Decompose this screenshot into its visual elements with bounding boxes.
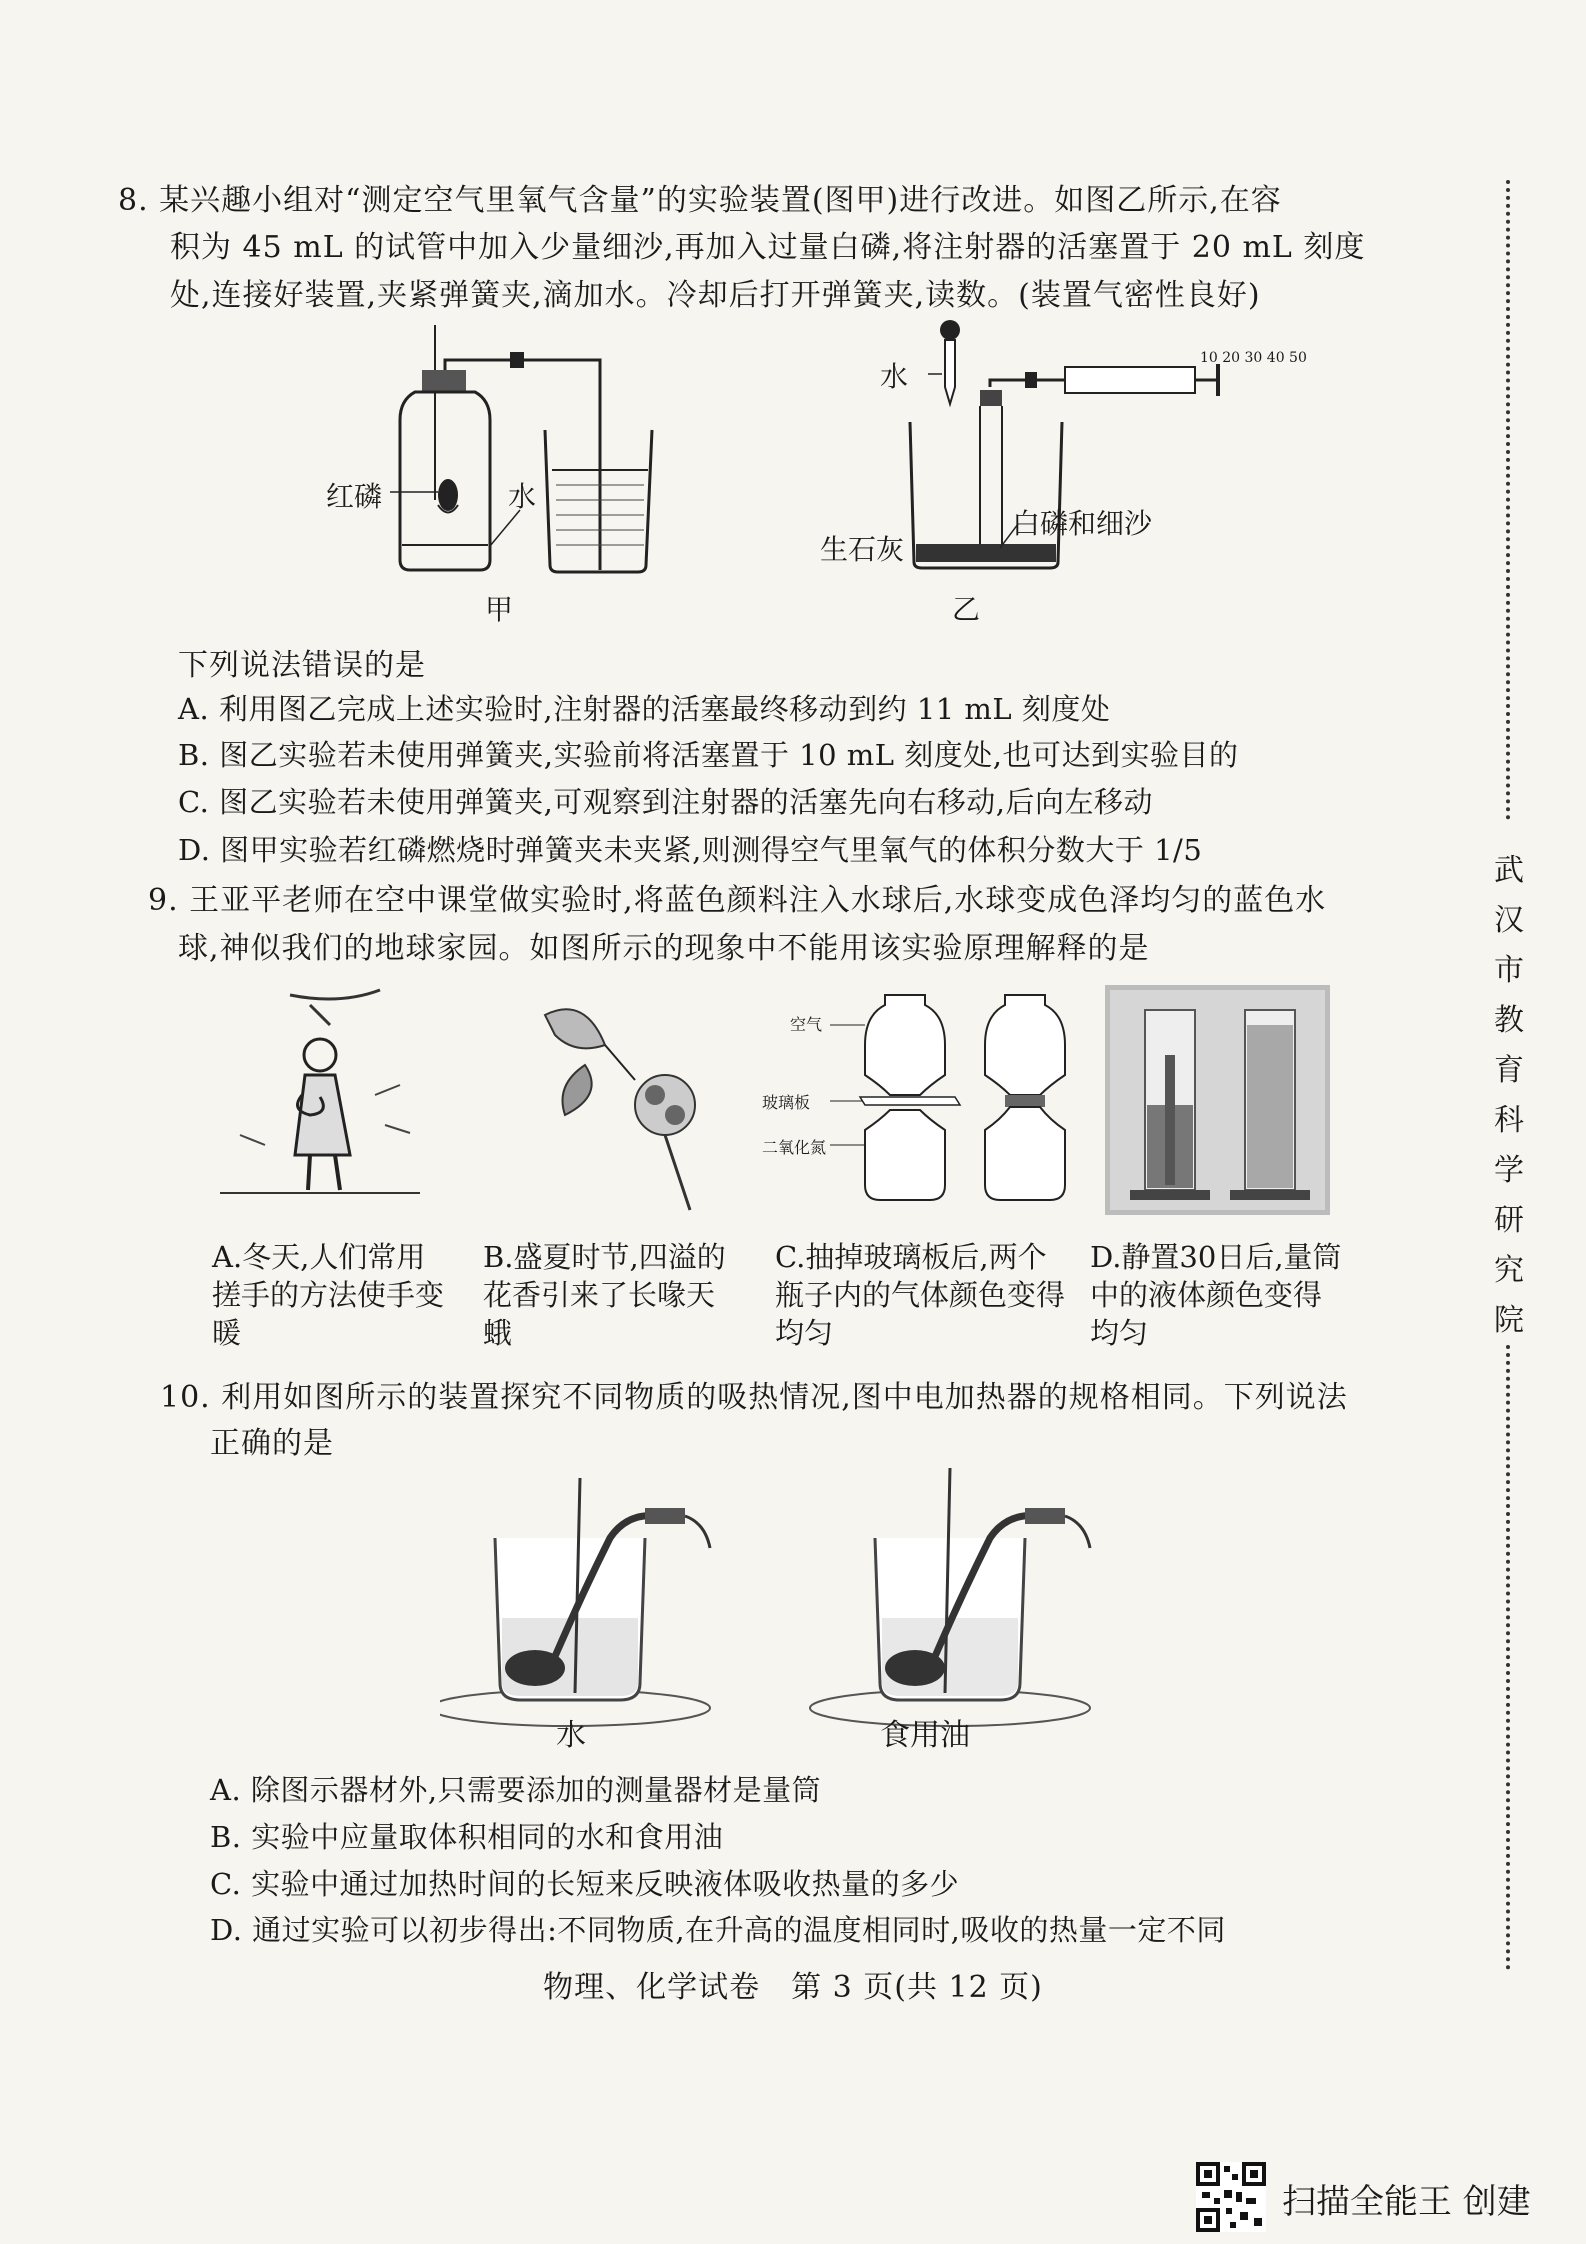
q8-option-b: B. 图乙实验若未使用弹簧夹,实验前将活塞置于 10 mL 刻度处,也可达到实验目的 xyxy=(178,738,1239,772)
syringe-scale: 10 20 30 40 50 xyxy=(1200,350,1307,366)
sidebar-char: 市 xyxy=(1494,953,1524,988)
caption-jia: 甲 xyxy=(485,593,514,626)
q8-option-d: D. 图甲实验若红磷燃烧时弹簧夹未夹紧,则测得空气里氧气的体积分数大于 1/5 xyxy=(178,833,1203,867)
q8-option-a: A. 利用图乙完成上述实验时,注射器的活塞最终移动到约 11 mL 刻度处 xyxy=(178,692,1111,726)
q10-option-d: D. 通过实验可以初步得出:不同物质,在升高的温度相同时,吸收的热量一定不同 xyxy=(210,1913,1226,1947)
scanner-watermark xyxy=(1196,2162,1576,2232)
label-quicklime: 生石灰 xyxy=(820,533,905,566)
sidebar-char: 科 xyxy=(1494,1103,1524,1138)
caption-yi: 乙 xyxy=(952,593,981,626)
q8-line-3: 处,连接好装置,夹紧弹簧夹,滴加水。冷却后打开弹簧夹,读数。(装置气密性良好) xyxy=(170,278,1261,313)
qr-code-icon xyxy=(1196,2162,1266,2232)
q9-caption-b: B.盛夏时节,四溢的花香引来了长喙天蛾 xyxy=(483,1240,726,1350)
image-rubbing-hands xyxy=(210,985,430,1205)
sidebar-char: 究 xyxy=(1494,1253,1524,1288)
image-hawkmoth-flower xyxy=(525,985,725,1215)
figure-heating-beakers xyxy=(440,1468,1120,1728)
image-gas-bottles xyxy=(830,985,1090,1215)
q8-stem: 下列说法错误的是 xyxy=(178,648,426,683)
q10-option-b: B. 实验中应量取体积相同的水和食用油 xyxy=(210,1820,724,1854)
dotted-line-top xyxy=(1506,180,1514,820)
sidebar-char: 汉 xyxy=(1494,903,1524,938)
label-glass-plate: 玻璃板 xyxy=(762,1093,811,1112)
label-water-q10: 水 xyxy=(556,1718,586,1753)
q10-line-2: 正确的是 xyxy=(210,1426,334,1461)
sidebar-char: 武 xyxy=(1494,853,1524,888)
sidebar-char: 院 xyxy=(1494,1303,1524,1338)
sidebar-char: 育 xyxy=(1494,1053,1524,1088)
page-footer: 物理、化学试卷 第 3 页(共 12 页) xyxy=(543,1970,1043,2005)
scanner-app-text: 扫描全能王 创建 xyxy=(1282,2182,1531,2222)
binding-margin-sidebar xyxy=(1488,180,1528,1970)
label-water-yi: 水 xyxy=(880,360,909,393)
label-cooking-oil: 食用油 xyxy=(880,1718,970,1753)
figure-jia-apparatus xyxy=(360,320,680,590)
image-graduated-cylinders xyxy=(1105,985,1330,1215)
q9-line-1: 9. 王亚平老师在空中课堂做实验时,将蓝色颜料注入水球后,水球变成色泽均匀的蓝色水 xyxy=(148,883,1327,918)
label-water-jia: 水 xyxy=(508,480,537,513)
label-white-phosphorus-sand: 白磷和细沙 xyxy=(1012,507,1153,540)
q8-line-2: 积为 45 mL 的试管中加入少量细沙,再加入过量白磷,将注射器的活塞置于 20 mL 刻度 xyxy=(170,230,1366,265)
dotted-line-bottom xyxy=(1506,1345,1514,1970)
q10-option-a: A. 除图示器材外,只需要添加的测量器材是量筒 xyxy=(210,1773,822,1807)
q9-caption-c: C.抽掉玻璃板后,两个瓶子内的气体颜色变得均匀 xyxy=(775,1240,1066,1350)
q9-caption-d: D.静置30日后,量筒中的液体颜色变得均匀 xyxy=(1090,1240,1342,1350)
sidebar-char: 学 xyxy=(1494,1153,1524,1188)
q8-line-1: 8. 某兴趣小组对“测定空气里氧气含量”的实验装置(图甲)进行改进。如图乙所示,在容 xyxy=(118,183,1282,218)
q10-option-c: C. 实验中通过加热时间的长短来反映液体吸收热量的多少 xyxy=(210,1867,960,1901)
label-red-phosphorus: 红磷 xyxy=(326,480,383,513)
q10-line-1: 10. 利用如图所示的装置探究不同物质的吸热情况,图中电加热器的规格相同。下列说法 xyxy=(160,1380,1348,1415)
q9-caption-a: A.冬天,人们常用搓手的方法使手变暖 xyxy=(212,1240,445,1350)
sidebar-char: 教 xyxy=(1494,1003,1524,1038)
label-air: 空气 xyxy=(790,1015,823,1034)
q8-option-c: C. 图乙实验若未使用弹簧夹,可观察到注射器的活塞先向右移动,后向左移动 xyxy=(178,785,1154,819)
label-nitrogen-dioxide: 二氧化氮 xyxy=(762,1138,827,1157)
q9-line-2: 球,神似我们的地球家园。如图所示的现象中不能用该实验原理解释的是 xyxy=(178,931,1150,966)
sidebar-char: 研 xyxy=(1494,1203,1524,1238)
